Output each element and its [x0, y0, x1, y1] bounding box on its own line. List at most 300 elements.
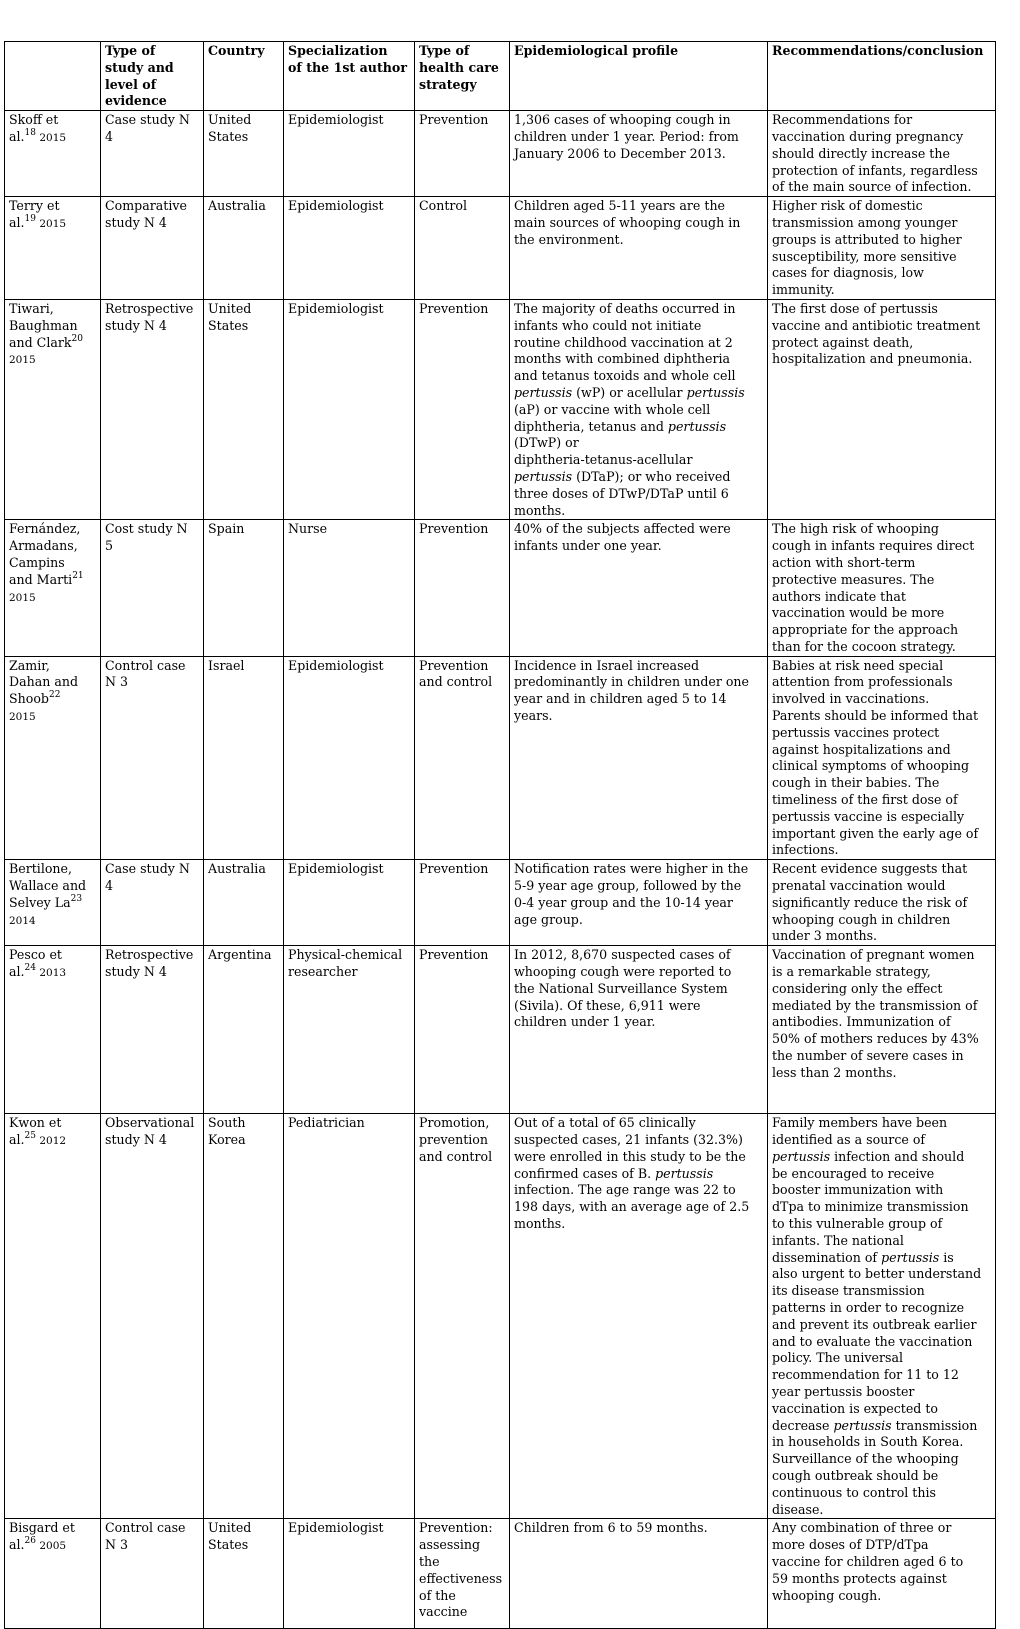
cell-line	[772, 1502, 991, 1519]
cell-line	[514, 435, 763, 452]
cell-line	[514, 301, 763, 318]
publication-year: 2015	[36, 217, 67, 230]
cell-line	[772, 1014, 991, 1031]
cell-line	[9, 198, 96, 215]
cell-line	[772, 318, 991, 335]
text-run: 40% of the subjects affected were	[514, 521, 731, 537]
cell-line	[514, 112, 763, 129]
cell-line	[772, 928, 991, 945]
text-run: pertussis vaccine is especially	[772, 808, 965, 824]
reference-number: 23	[70, 893, 83, 904]
cell-line	[9, 708, 96, 726]
cell-line	[9, 674, 96, 691]
text-run: diphtheria, tetanus and	[514, 418, 668, 434]
text-run: main sources of whooping cough in	[514, 214, 741, 230]
reference-number: 25	[24, 1131, 36, 1142]
conclusion-cell	[768, 656, 996, 860]
cell-line: and control	[419, 1148, 493, 1164]
text-run: decrease	[772, 1417, 834, 1433]
text-run: under 3 months.	[772, 928, 878, 944]
profile-cell	[510, 1519, 768, 1629]
strategy-cell	[415, 1519, 510, 1629]
cell-line	[514, 351, 763, 368]
cell-line	[514, 1216, 763, 1233]
cell-line	[514, 215, 763, 232]
cell-line	[514, 1014, 763, 1031]
cell-line	[514, 658, 763, 675]
text-run: suspected cases, 21 infants (32.3%)	[514, 1132, 743, 1148]
text-run: Dahan and	[9, 674, 79, 690]
study-type-cell	[101, 946, 204, 1114]
study-type-cell	[101, 299, 204, 519]
cell-line: Argentina	[208, 947, 272, 963]
author-cell	[5, 111, 101, 197]
text-run: year pertussis booster	[772, 1383, 915, 1399]
cell-line: Spain	[208, 521, 245, 537]
specialization-cell	[284, 111, 415, 197]
text-run: transmission	[891, 1417, 978, 1433]
cell-line: Epidemiologist	[288, 300, 384, 316]
cell-line	[9, 964, 96, 982]
cell-line	[514, 402, 763, 419]
text-run: Selvey La	[9, 894, 71, 910]
cell-line: Epidemiologist	[288, 861, 384, 877]
cell-line: Cost study N	[105, 521, 188, 537]
text-run: more doses of DTP/dTpa	[772, 1537, 929, 1553]
text-run: Fernández,	[9, 521, 81, 537]
header-line: strategy	[419, 76, 477, 92]
text-run: routine childhood vaccination at 2	[514, 334, 733, 350]
country-cell	[204, 860, 284, 946]
cell-line	[772, 1367, 991, 1384]
reference-number: 19	[24, 213, 36, 224]
text-run: booster immunization with	[772, 1182, 944, 1198]
cell-line	[772, 1283, 991, 1300]
study-row	[5, 111, 996, 197]
text-run: diphtheria-tetanus-acellular	[514, 452, 693, 468]
cell-line	[9, 555, 96, 572]
profile-cell	[510, 656, 768, 860]
text-run: and Marti	[9, 571, 73, 587]
cell-line	[772, 1418, 991, 1435]
cell-line	[772, 179, 991, 196]
reference-number: 26	[24, 1536, 36, 1547]
cell-line: Epidemiologist	[288, 657, 384, 673]
text-run: were enrolled in this study to be the	[514, 1148, 746, 1164]
text-run: 50% of mothers reduces by 43%	[772, 1031, 979, 1047]
conclusion-cell	[768, 1519, 996, 1629]
profile-cell	[510, 860, 768, 946]
cell-line: Prevention	[419, 112, 489, 128]
study-row	[5, 299, 996, 519]
cell-line	[9, 878, 96, 895]
header-line: Type of	[419, 43, 470, 58]
cell-line	[9, 912, 96, 930]
text-run: protection of infants, regardless	[772, 162, 978, 178]
header-strategy	[415, 42, 510, 111]
study-row	[5, 1519, 996, 1629]
cell-line	[9, 351, 96, 369]
cell-line	[514, 998, 763, 1015]
italic-term: pertussis	[881, 1249, 940, 1265]
cell-line	[772, 1384, 991, 1401]
text-run: The high risk of whooping	[772, 521, 939, 537]
text-run: vaccination during pregnancy	[772, 128, 964, 144]
cell-line	[772, 555, 991, 572]
cell-line	[514, 198, 763, 215]
cell-line: Case study N	[105, 112, 190, 128]
conclusion-cell	[768, 1114, 996, 1519]
cell-line: Promotion,	[419, 1115, 490, 1131]
text-run: Any combination of three or	[772, 1520, 952, 1536]
cell-line	[9, 947, 96, 964]
cell-line	[772, 198, 991, 215]
cell-line: Control case	[105, 1520, 186, 1536]
text-run: the National Surveillance System	[514, 980, 728, 996]
text-run: Bertilone,	[9, 861, 72, 877]
cell-line	[772, 589, 991, 606]
study-type-cell	[101, 197, 204, 300]
cell-line	[772, 215, 991, 232]
cell-line	[772, 758, 991, 775]
cell-line	[772, 265, 991, 282]
text-run: Children from 6 to 59 months.	[514, 1520, 708, 1536]
cell-line	[772, 1132, 991, 1149]
author-cell	[5, 860, 101, 946]
text-run: considering only the effect	[772, 980, 943, 996]
text-run: is	[939, 1249, 954, 1265]
cell-line	[772, 1115, 991, 1132]
text-run: pertussis vaccines protect	[772, 724, 940, 740]
text-run: (wP) or acellular	[572, 384, 687, 400]
cell-line	[514, 895, 763, 912]
cell-line: States	[208, 317, 249, 333]
cell-line	[772, 1334, 991, 1351]
header-country	[204, 42, 284, 111]
cell-line	[514, 964, 763, 981]
publication-year: 2014	[9, 914, 36, 927]
cell-line	[514, 129, 763, 146]
cell-line	[772, 947, 991, 964]
specialization-cell	[284, 946, 415, 1114]
cell-line: United	[208, 112, 252, 128]
study-row	[5, 1114, 996, 1519]
cell-line	[772, 1233, 991, 1250]
cell-line: South	[208, 1115, 246, 1131]
cell-line	[9, 589, 96, 607]
cell-line	[772, 1451, 991, 1468]
cell-line	[514, 538, 763, 555]
country-cell	[204, 1114, 284, 1519]
text-run: Zamir,	[9, 657, 50, 673]
cell-line	[514, 146, 763, 163]
cell-line	[772, 998, 991, 1015]
cell-line	[772, 775, 991, 792]
cell-line	[772, 691, 991, 708]
header-study-type	[101, 42, 204, 111]
cell-line	[9, 112, 96, 129]
text-run: and prevent its outbreak earlier	[772, 1316, 977, 1332]
text-run: and Clark	[9, 334, 72, 350]
text-run: Surveillance of the whooping	[772, 1451, 959, 1467]
header-line: health care	[419, 59, 499, 75]
cell-line	[514, 861, 763, 878]
text-run: year and in children aged 5 to 14	[514, 691, 727, 707]
text-run: Out of a total of 65 clinically	[514, 1115, 696, 1131]
text-run: months with combined diphtheria	[514, 351, 730, 367]
text-run: Bisgard et	[9, 1520, 75, 1536]
text-run: confirmed cases of B.	[514, 1165, 656, 1181]
cell-line	[514, 674, 763, 691]
cell-line: Prevention	[419, 300, 489, 316]
conclusion-cell	[768, 111, 996, 197]
cell-line	[9, 1115, 96, 1132]
cell-line: Epidemiologist	[288, 198, 384, 214]
cell-line	[514, 469, 763, 486]
text-run: authors indicate that	[772, 588, 906, 604]
text-run: vaccine for children aged 6 to	[772, 1553, 964, 1569]
text-run: mediated by the transmission of	[772, 997, 978, 1013]
cell-line: Control	[419, 198, 468, 214]
cell-line	[9, 1132, 96, 1150]
study-row	[5, 656, 996, 860]
cell-line	[772, 351, 991, 368]
text-run: Higher risk of domestic	[772, 198, 923, 214]
cell-line	[772, 538, 991, 555]
text-run: Campins	[9, 554, 65, 570]
text-run: groups is attributed to higher	[772, 231, 962, 247]
cell-line: Control case	[105, 657, 186, 673]
text-run: Shoob	[9, 691, 49, 707]
strategy-cell	[415, 860, 510, 946]
text-run: 59 months protects against	[772, 1570, 947, 1586]
cell-line	[772, 1554, 991, 1571]
text-run: three doses of DTwP/DTaP until 6	[514, 485, 729, 501]
conclusion-cell	[768, 299, 996, 519]
cell-line	[9, 129, 96, 147]
author-cell	[5, 946, 101, 1114]
cell-line	[514, 691, 763, 708]
cell-line	[514, 1115, 763, 1132]
text-run: attention from professionals	[772, 674, 953, 690]
text-run: 198 days, with an average age of 2.5	[514, 1199, 750, 1215]
publication-year: 2012	[36, 1135, 67, 1148]
header-conclusion	[768, 42, 996, 111]
italic-term: pertussis	[833, 1417, 892, 1433]
text-run: Recommendations for	[772, 112, 913, 128]
conclusion-cell	[768, 197, 996, 300]
cell-line: Epidemiologist	[288, 1520, 384, 1536]
cell-line: Prevention	[419, 947, 489, 963]
cell-line: Retrospective	[105, 300, 194, 316]
cell-line: study N 4	[105, 964, 167, 980]
cell-line	[9, 215, 96, 233]
cell-line	[9, 1520, 96, 1537]
cell-line	[514, 912, 763, 929]
profile-cell	[510, 520, 768, 656]
text-run: infection and should	[830, 1148, 965, 1164]
text-run: infants who could not initiate	[514, 317, 702, 333]
cell-line	[772, 792, 991, 809]
cell-line	[772, 1317, 991, 1334]
text-run: Recent evidence suggests that	[772, 861, 968, 877]
cell-line	[772, 912, 991, 929]
text-run: transmission among younger	[772, 214, 958, 230]
italic-term: pertussis	[655, 1165, 714, 1181]
strategy-cell	[415, 1114, 510, 1519]
header-line: Specialization	[288, 43, 388, 58]
country-cell	[204, 520, 284, 656]
cell-line	[9, 538, 96, 555]
text-run: recommendation for 11 to 12	[772, 1367, 959, 1383]
italic-term: pertussis	[667, 418, 727, 434]
cell-line	[772, 1266, 991, 1283]
cell-line: States	[208, 128, 249, 144]
profile-cell	[510, 1114, 768, 1519]
publication-year: 2005	[36, 1540, 67, 1553]
cell-line: Australia	[208, 861, 266, 877]
text-run: whooping cough in children	[772, 911, 951, 927]
text-run: prenatal vaccination would	[772, 878, 946, 894]
specialization-cell	[284, 1114, 415, 1519]
cell-line	[772, 1537, 991, 1554]
cell-line: 4	[105, 878, 114, 894]
reference-number: 22	[48, 690, 61, 701]
text-run: months.	[514, 1216, 566, 1232]
cell-line	[772, 1048, 991, 1065]
cell-line	[772, 521, 991, 538]
text-run: Babies at risk need special	[772, 657, 944, 673]
text-run: antibodies. Immunization of	[772, 1014, 951, 1030]
cell-line: Nurse	[288, 521, 328, 537]
text-run: involved in vaccinations.	[772, 691, 930, 707]
text-run: Pesco et	[9, 947, 62, 963]
cell-line: vaccine	[419, 1604, 468, 1620]
cell-line	[772, 1166, 991, 1183]
specialization-cell	[284, 656, 415, 860]
cell-line: and control	[419, 674, 493, 690]
header-profile	[510, 42, 768, 111]
cell-line	[514, 232, 763, 249]
header-line: of the 1st author	[288, 59, 407, 75]
cell-line	[772, 301, 991, 318]
text-run: Parents should be informed that	[772, 708, 979, 724]
profile-cell	[510, 946, 768, 1114]
cell-line	[772, 674, 991, 691]
cell-line	[772, 1468, 991, 1485]
text-run: disease.	[772, 1501, 824, 1517]
reference-number: 18	[24, 127, 36, 138]
specialization-cell	[284, 860, 415, 946]
cell-line	[772, 981, 991, 998]
text-run: the environment.	[514, 231, 624, 247]
cell-line	[9, 318, 96, 335]
cell-line: Comparative	[105, 198, 187, 214]
cell-line: Prevention	[419, 657, 489, 673]
cell-line	[514, 368, 763, 385]
profile-cell	[510, 299, 768, 519]
cell-line	[514, 981, 763, 998]
text-run: 0-4 year group and the 10-14 year	[514, 894, 733, 910]
text-run: Tiwari,	[9, 300, 54, 316]
text-run: whooping cough were reported to	[514, 964, 732, 980]
cell-line	[772, 1149, 991, 1166]
cell-line	[514, 947, 763, 964]
cell-line	[514, 318, 763, 335]
text-run: infections.	[772, 842, 839, 858]
cell-line	[772, 708, 991, 725]
cell-line: Korea	[208, 1132, 246, 1148]
text-run: Kwon et	[9, 1115, 62, 1131]
cell-line	[9, 335, 96, 352]
cell-line	[772, 1250, 991, 1267]
reference-number: 24	[24, 963, 36, 974]
text-run: should directly increase the	[772, 145, 950, 161]
strategy-cell	[415, 656, 510, 860]
cell-line	[772, 1182, 991, 1199]
text-run: is a remarkable strategy,	[772, 964, 931, 980]
study-type-cell	[101, 656, 204, 860]
cell-line	[9, 1537, 96, 1555]
cell-line	[772, 1485, 991, 1502]
cell-line	[9, 572, 96, 589]
text-run: The majority of deaths occurred in	[514, 300, 736, 316]
cell-line	[772, 129, 991, 146]
cell-line	[772, 335, 991, 352]
text-run: dissemination of	[772, 1249, 882, 1265]
cell-line	[772, 1300, 991, 1317]
conclusion-cell	[768, 946, 996, 1114]
cell-line: N 3	[105, 1537, 129, 1553]
publication-year: 2015	[9, 711, 36, 724]
cell-line	[772, 842, 991, 859]
header-specialization	[284, 42, 415, 111]
text-run: patterns in order to recognize	[772, 1300, 965, 1315]
cell-line	[772, 1031, 991, 1048]
cell-line	[514, 1132, 763, 1149]
text-run: children under 1 year.	[514, 1014, 656, 1030]
cell-line	[514, 1520, 763, 1537]
cell-line	[514, 503, 763, 520]
text-run: important given the early age of	[772, 825, 979, 841]
cell-line	[772, 725, 991, 742]
country-cell	[204, 656, 284, 860]
reference-number: 21	[72, 570, 84, 581]
text-run: vaccination would be more	[772, 605, 945, 621]
author-cell	[5, 1519, 101, 1629]
cell-line: researcher	[288, 964, 358, 980]
cell-line	[772, 742, 991, 759]
text-run: infants. The national	[772, 1232, 904, 1248]
text-run: infants under one year.	[514, 538, 662, 554]
text-run: protective measures. The	[772, 571, 935, 587]
cell-line	[514, 708, 763, 725]
text-run: Wallace and	[9, 878, 87, 894]
text-run: January 2006 to December 2013.	[514, 145, 726, 161]
header-line: evidence	[105, 93, 167, 109]
cell-line	[772, 622, 991, 639]
italic-term: pertussis	[686, 384, 745, 400]
text-run: and tetanus toxoids and whole cell	[514, 368, 736, 384]
text-run: cough in their babies. The	[772, 775, 940, 791]
cell-line: the	[419, 1553, 440, 1569]
text-run: Terry et	[9, 198, 60, 214]
study-type-cell	[101, 520, 204, 656]
strategy-cell	[415, 111, 510, 197]
text-run: (aP) or vaccine with whole cell	[514, 401, 711, 417]
text-run: than for the cocoon strategy.	[772, 638, 956, 654]
author-cell	[5, 656, 101, 860]
